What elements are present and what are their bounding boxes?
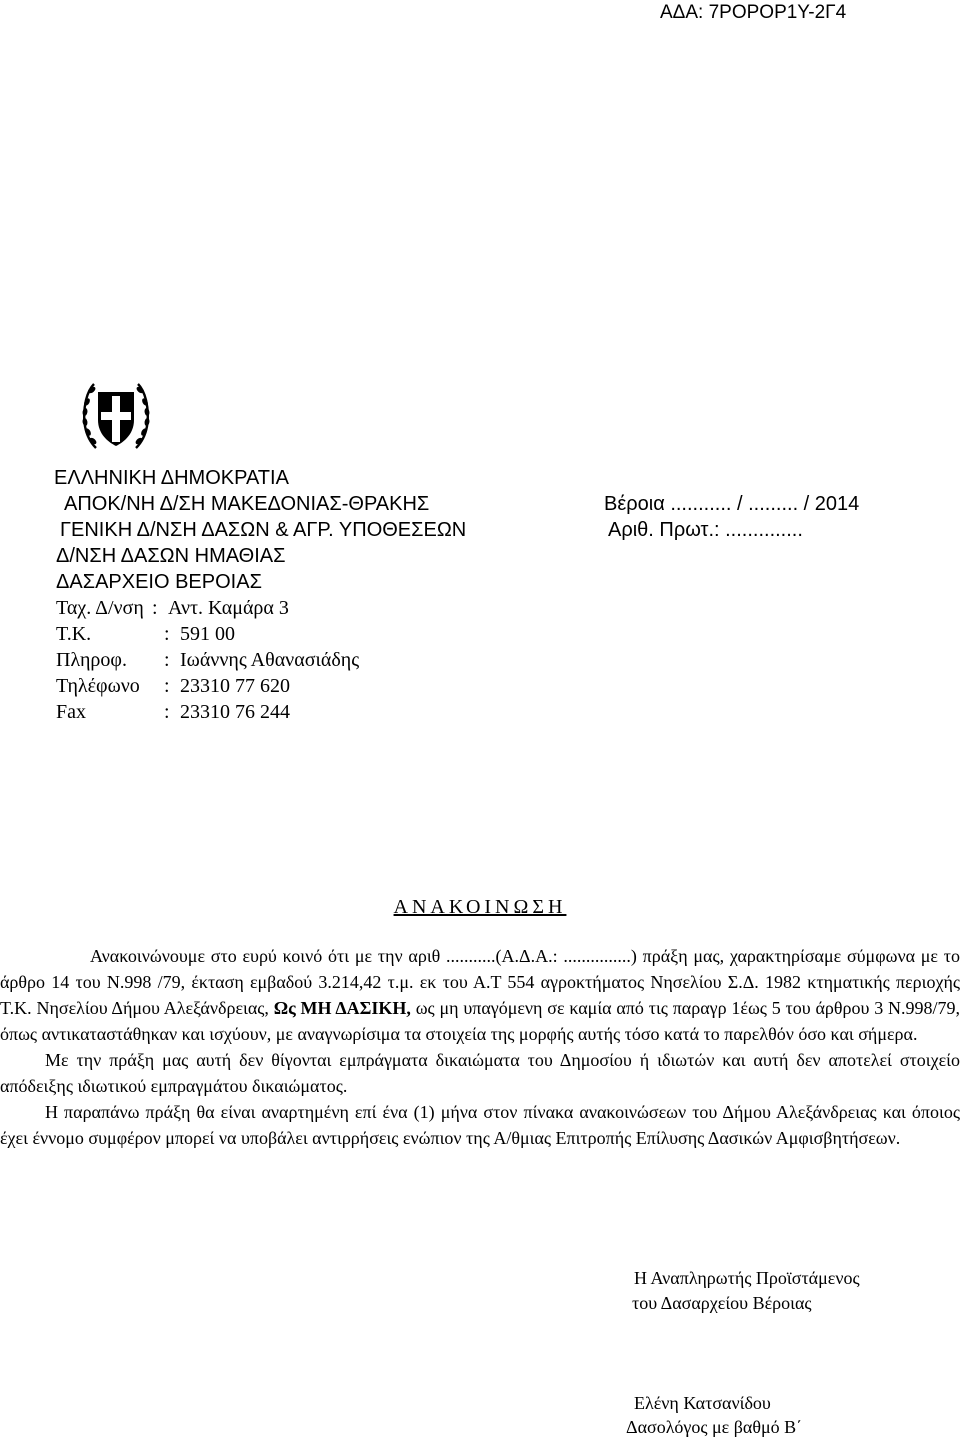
contact-row: [56, 622, 235, 647]
paragraph-1-text-cont: ως μη υπαγόμενη σε καμία από τις παραγρ 1έως 5 του άρθρου 3 Ν.998/79, όπως αντικαταστάθηκαν και ισχύουν, με αναγνωρίσιμα τα στοιχεία της μορφής αυτής τόσο κατά το παρελθόν όσο και σήμερα.: [0, 998, 960, 1044]
header-line: ΑΠΟΚ/ΝΗ Δ/ΣΗ ΜΑΚΕΔΟΝΙΑΣ-ΘΡΑΚΗΣ: [64, 493, 430, 515]
contact-colon: :: [164, 623, 170, 645]
contact-colon: :: [164, 675, 170, 697]
contact-label: Τ.Κ.: [56, 623, 92, 645]
contact-row: [56, 648, 359, 673]
signature-name: Ελένη Κατσανίδου: [634, 1393, 771, 1413]
protocol-line: Αριθ. Πρωτ.: ..............: [608, 519, 803, 541]
contact-row: [56, 596, 289, 621]
header-line: Δ/ΝΣΗ ΔΑΣΩΝ ΗΜΑΘΙΑΣ: [56, 545, 286, 567]
paragraph-1-emphasis: Ως ΜΗ ΔΑΣΙΚΗ,: [273, 998, 411, 1018]
contact-row: [56, 674, 290, 699]
contact-label: Ταχ. Δ/νση: [56, 597, 144, 619]
contact-value: 591 00: [180, 623, 235, 645]
signature-role: Η Αναπληρωτής Προϊστάμενος: [634, 1268, 860, 1288]
paragraph-1: [0, 943, 960, 1047]
ada-code: ΑΔΑ: 7ΡΟΡΟΡ1Υ-2Γ4: [660, 2, 847, 23]
contact-value: 23310 77 620: [180, 675, 290, 697]
signature-rank: Δασολόγος με βαθμό Β΄: [626, 1417, 803, 1437]
contact-value: 23310 76 244: [180, 701, 290, 723]
contact-colon: :: [164, 649, 170, 671]
document-body: [0, 943, 960, 1151]
contact-label: Τηλέφωνο: [56, 675, 140, 697]
document-title: ΑΝΑΚΟΙΝΩΣΗ: [393, 896, 567, 918]
header-line: ΓΕΝΙΚΗ Δ/ΝΣΗ ΔΑΣΩΝ & ΑΓΡ. ΥΠΟΘΕΣΕΩΝ: [60, 519, 467, 541]
contact-label: Fax: [56, 701, 86, 723]
paragraph-2: Με την πράξη μας αυτή δεν θίγονται εμπράγματα δικαιώματα του Δημοσίου ή ιδιωτών και αυτή δεν αποτελεί στοιχείο απόδειξης ιδιωτικού εμπραγμάτου δικαιώματος.: [0, 1050, 960, 1096]
contact-value: Ιωάννης Αθανασιάδης: [180, 649, 360, 671]
paragraph-3: Η παραπάνω πράξη θα είναι αναρτημένη επί ένα (1) μήνα στον πίνακα ανακοινώσεων του Δήμου Αλεξάνδρειας και όποιος έχει έννομο συμφέρον μπορεί να υποβάλει αντιρρήσεις ενώπιον της Α/θμιας Επιτροπής Επίλυσης Δασικών Αμφισβητήσεων.: [0, 1102, 960, 1148]
date-line: Βέροια ........... / ......... / 2014: [604, 493, 860, 515]
header-line: ΕΛΛΗΝΙΚΗ ΔΗΜΟΚΡΑΤΙΑ: [54, 467, 289, 489]
header-line: ΔΑΣΑΡΧΕΙΟ ΒΕΡΟΙΑΣ: [56, 571, 262, 593]
contact-label: Πληροφ.: [56, 649, 127, 671]
contact-colon: :: [152, 597, 158, 619]
contact-row: [56, 700, 290, 725]
contact-value: Αντ. Καμάρα 3: [168, 597, 289, 619]
contact-colon: :: [164, 701, 170, 723]
paragraph-1-text: Ανακοινώνουμε στο ευρύ κοινό ότι με την αριθ ...........(Α.Δ.Α.: ...............) πράξη μας, χαρακτηρίσαμε σύμφωνα με το άρθρο 14 του Ν.998 /79, έκταση εμβαδού 3.214,42 τ.μ. εκ του Α.Τ 554 αγροκτήματος Νησελίου Σ.Δ. 1982 κτηματικής περιοχής Τ.Κ. Νησελίου Δήμου Αλεξάνδρειας,: [0, 946, 960, 1018]
signature-role-dept: του Δασαρχείου Βέροιας: [632, 1293, 812, 1313]
greek-emblem-icon: [80, 378, 152, 454]
